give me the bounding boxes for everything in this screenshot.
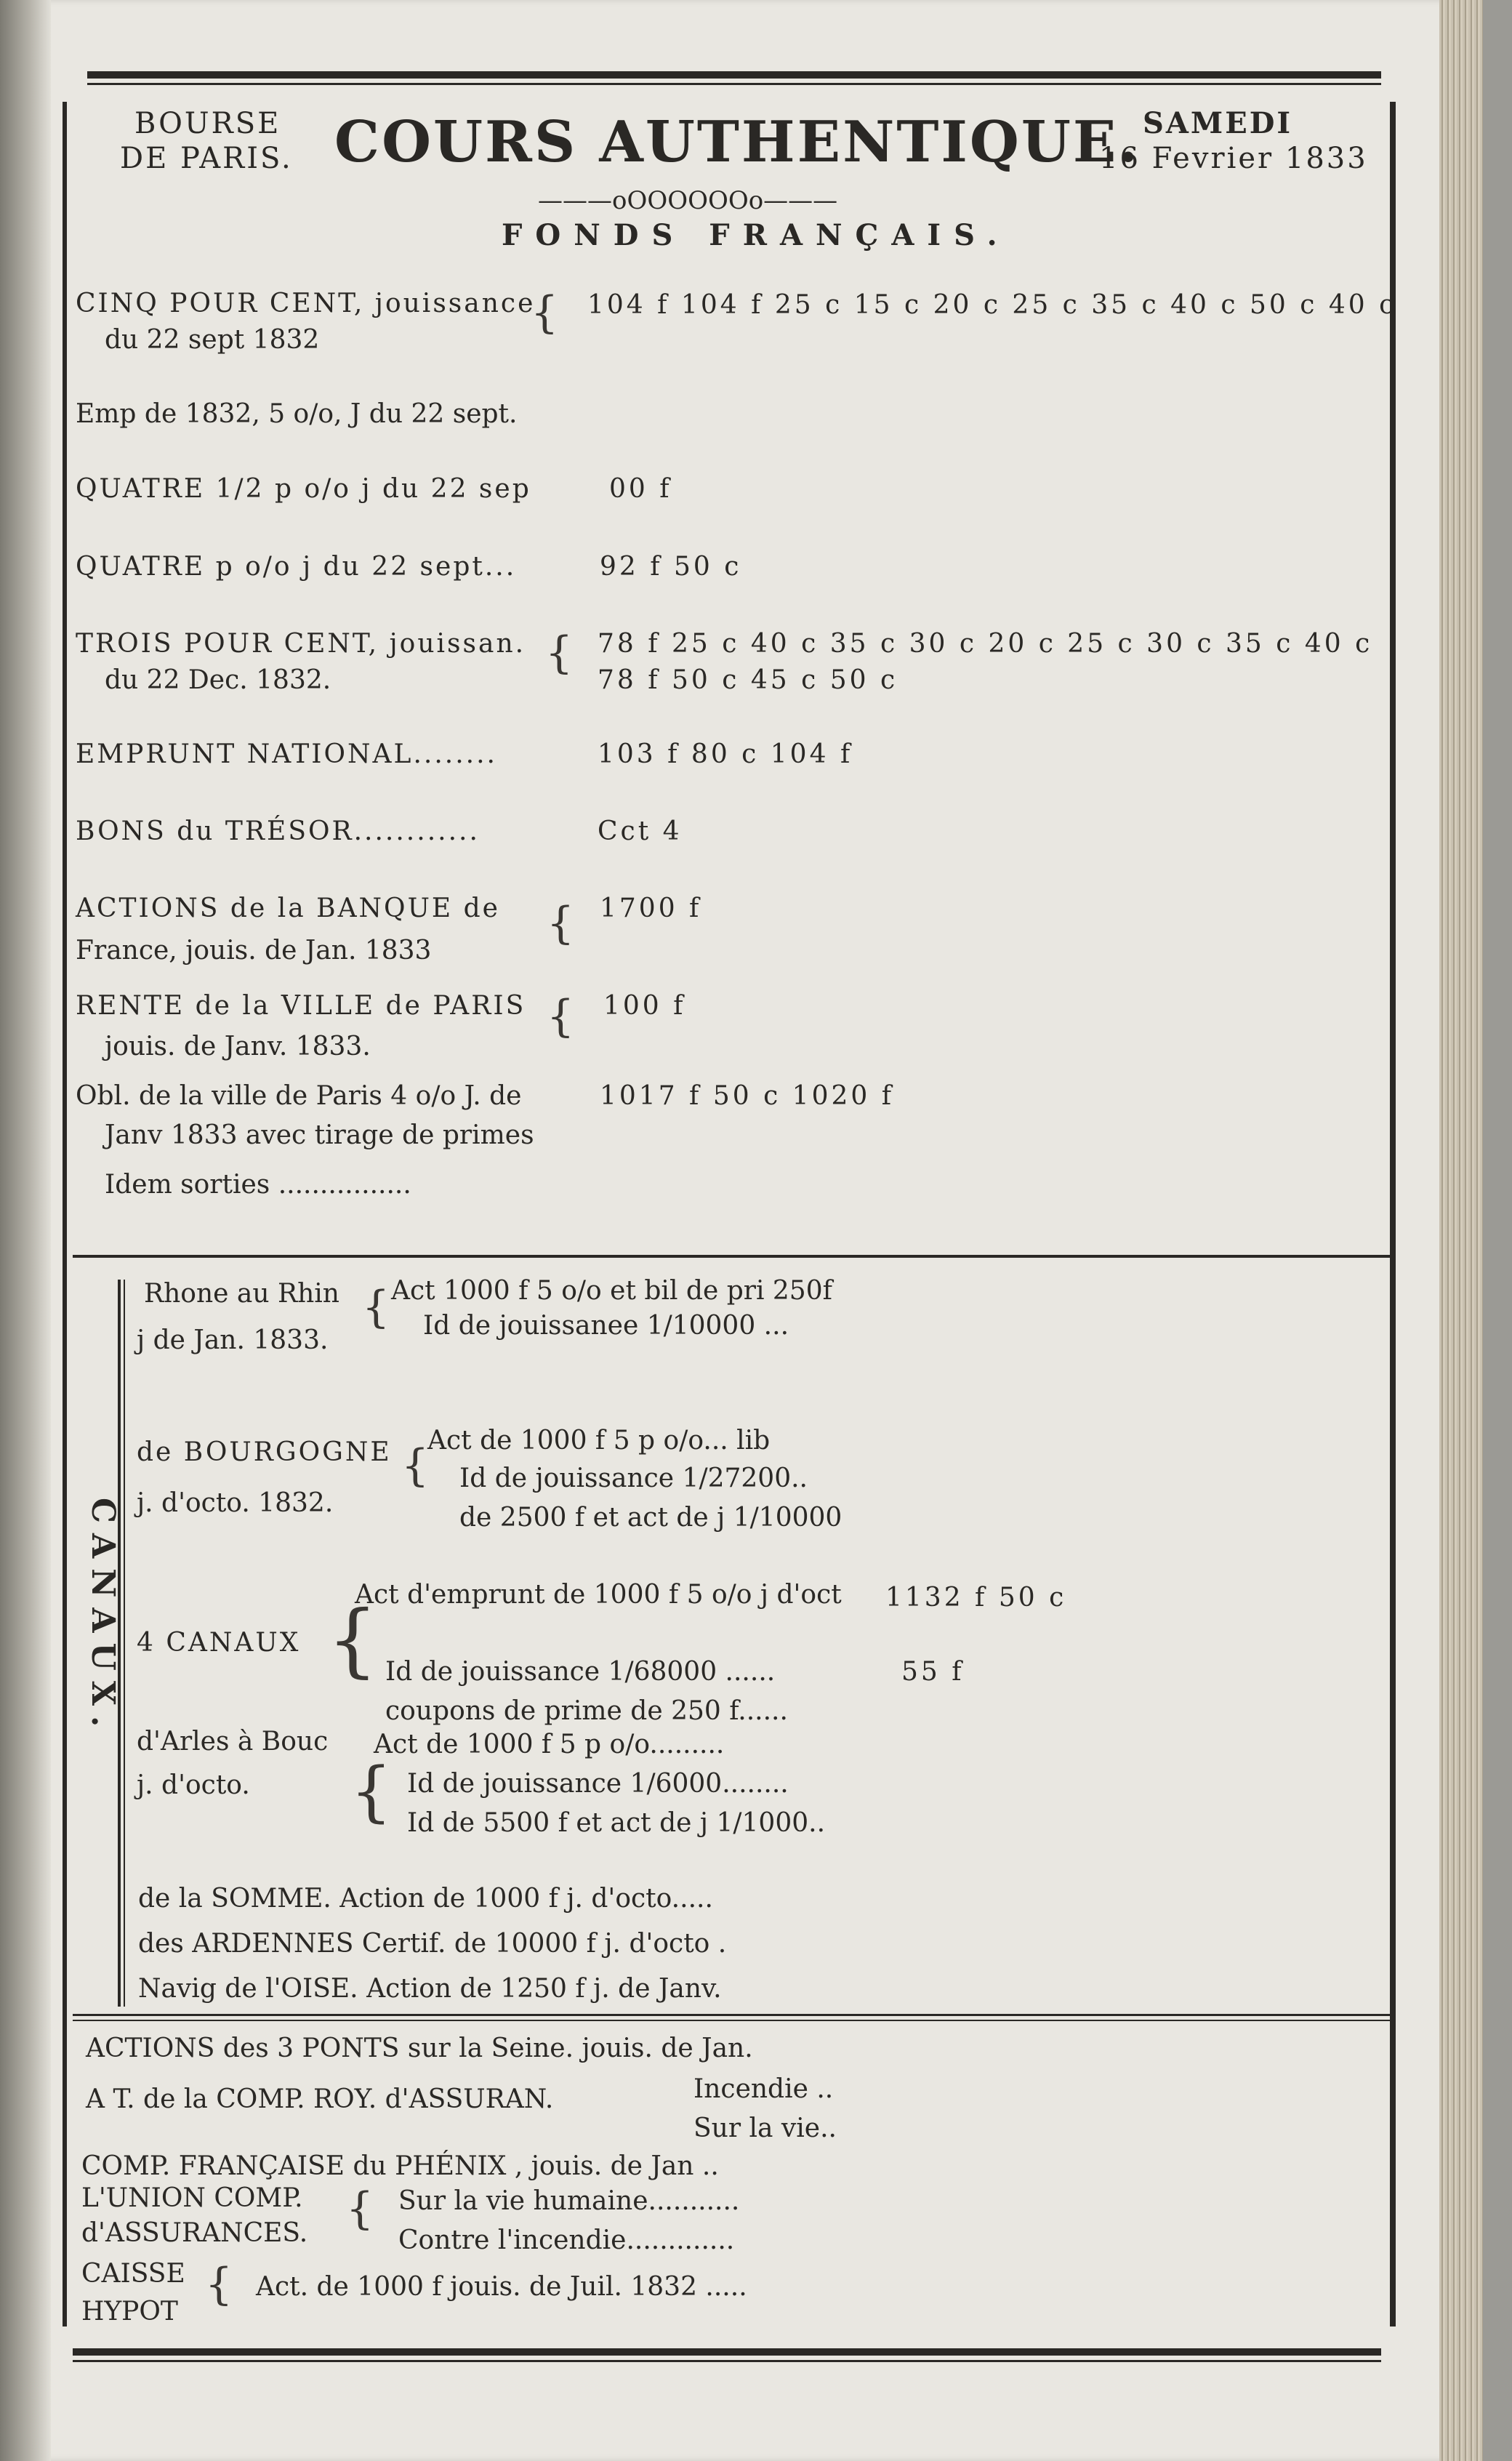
fonds-row-5-label2: du 22 Dec. 1832. [105, 665, 331, 695]
canal-bourgogne-brace: { [401, 1440, 430, 1491]
fonds-row-9-label2: jouis. de Janv. 1833. [105, 1032, 371, 1061]
canal-ardennes-row: des ARDENNES Certif. de 10000 f j. d'octo . [138, 1929, 727, 1959]
fonds-row-10-label3: Idem sorties ................ [105, 1170, 411, 1200]
fonds-row-3-label: QUATRE 1/2 p o/o j du 22 sep [76, 474, 531, 504]
actions-assur-incendie: Incendie .. [693, 2074, 834, 2104]
header-left-line2: DE PARIS. [120, 142, 293, 175]
canal-arles-row1: Act de 1000 f 5 p o/o......... [374, 1730, 725, 1759]
canal-arles-row3: Id de 5500 f et act de j 1/1000.. [407, 1808, 826, 1838]
canal-arles-label2: j. d'octo. [137, 1770, 250, 1800]
canal-quatre-brace: { [327, 1593, 378, 1686]
left-frame-rule [63, 102, 67, 2326]
header-ornament: ———oOOOOOOo——— [538, 186, 838, 215]
canal-quatre-value2: 55 f [901, 1657, 965, 1687]
fonds-row-8-values: 1700 f [600, 894, 702, 923]
fonds-row-6-label: EMPRUNT NATIONAL........ [76, 739, 497, 769]
fonds-row-9-label: RENTE de la VILLE de PARIS [76, 991, 526, 1021]
canal-rhone-row2: Id de jouissanee 1/10000 ... [423, 1311, 789, 1341]
canal-arles-row2: Id de jouissance 1/6000........ [407, 1769, 789, 1799]
actions-caisse-brace: { [205, 2259, 233, 2310]
fonds-row-5-values: 78 f 25 c 40 c 35 c 30 c 20 c 25 c 30 c 35 c 40 c [598, 629, 1373, 659]
canal-rhone-row1: Act 1000 f 5 o/o et bil de pri 250f [391, 1276, 832, 1306]
canal-quatre-row1: Act d'emprunt de 1000 f 5 o/o j d'oct [355, 1580, 842, 1610]
actions-top-rule2 [73, 2020, 1390, 2021]
bottom-double-rule [73, 2348, 1381, 2356]
top-thin-rule [87, 83, 1381, 85]
canal-bourgogne-row3: de 2500 f et act de j 1/10000 [459, 1503, 843, 1533]
fonds-row-2-label: Emp de 1832, 5 o/o, J du 22 sept. [76, 399, 518, 429]
fonds-row-8-label2: France, jouis. de Jan. 1833 [76, 936, 432, 965]
actions-caisse-row: Act. de 1000 f jouis. de Juil. 1832 ..... [256, 2272, 747, 2302]
fonds-row-3-values: 00 f [609, 474, 672, 504]
fonds-row-7-label: BONS du TRÉSOR............ [76, 816, 480, 846]
page-title: COURS AUTHENTIQUE. [334, 109, 1141, 175]
right-frame-rule [1390, 102, 1396, 2326]
actions-assur-vie: Sur la vie.. [693, 2113, 837, 2143]
canaux-side-label: CANAUX. [84, 1498, 121, 1738]
canal-quatre-row2: Id de jouissance 1/68000 ...... [385, 1657, 776, 1687]
actions-assur-row: A T. de la COMP. ROY. d'ASSURAN. [86, 2084, 554, 2114]
actions-top-rule [73, 2014, 1390, 2016]
fonds-row-1-label: CINQ POUR CENT, jouissance [76, 289, 536, 318]
canal-oise-row: Navig de l'OISE. Action de 1250 f j. de Janv. [138, 1974, 722, 2004]
book-binding [0, 0, 51, 2461]
fonds-row-9-values: 100 f [603, 991, 686, 1021]
fonds-row-5-label: TROIS POUR CENT, jouissan. [76, 629, 526, 659]
canal-quatre-row3: coupons de prime de 250 f...... [385, 1696, 788, 1726]
header-day: SAMEDI [1143, 106, 1293, 140]
fonds-row-8-brace: { [547, 898, 575, 949]
fonds-row-9-brace: { [547, 991, 575, 1042]
actions-union-row2: Contre l'incendie............. [398, 2225, 735, 2255]
header-left-line1: BOURSE [134, 107, 281, 140]
canaux-top-rule [73, 1255, 1390, 1258]
fonds-row-10-values: 1017 f 50 c 1020 f [600, 1081, 895, 1111]
header-date: 16 Fevrier 1833 [1099, 142, 1368, 175]
fonds-row-10-label: Obl. de la ville de Paris 4 o/o J. de [76, 1081, 522, 1111]
canal-bourgogne-label: de BOURGOGNE [137, 1437, 392, 1467]
fonds-row-4-values: 92 f 50 c [600, 552, 742, 582]
actions-union-label: L'UNION COMP. [81, 2183, 303, 2213]
canal-quatre-value1: 1132 f 50 c [885, 1583, 1067, 1613]
actions-caisse-label2: HYPOT [81, 2297, 178, 2326]
fonds-row-1-brace: { [531, 287, 559, 338]
canal-bourgogne-label2: j. d'octo. 1832. [137, 1488, 334, 1518]
actions-union-row1: Sur la vie humaine........... [398, 2186, 740, 2216]
section-title-fonds: FONDS FRANÇAIS. [502, 218, 1010, 252]
bottom-thin-rule [73, 2360, 1381, 2362]
actions-union-brace: { [346, 2183, 374, 2234]
canal-bourgogne-row2: Id de jouissance 1/27200.. [459, 1464, 808, 1493]
page-edges [1439, 0, 1483, 2461]
canaux-left-rule2 [124, 1280, 125, 2007]
top-double-rule [87, 71, 1381, 79]
fonds-row-5-values2: 78 f 50 c 45 c 50 c [598, 665, 898, 695]
actions-caisse-label: CAISSE [81, 2259, 185, 2289]
canal-arles-label: d'Arles à Bouc [137, 1727, 329, 1757]
canal-quatre-label: 4 CANAUX [137, 1628, 301, 1658]
canal-rhone-label: Rhone au Rhin [144, 1279, 339, 1309]
canal-bourgogne-row1: Act de 1000 f 5 p o/o... lib [427, 1426, 771, 1456]
actions-phenix-row: COMP. FRANÇAISE du PHÉNIX , jouis. de Jan .. [81, 2151, 719, 2181]
canal-arles-brace: { [350, 1754, 393, 1830]
fonds-row-1-values: 104 f 104 f 25 c 15 c 20 c 25 c 35 c 40 c 50 c 40 c [587, 290, 1397, 320]
actions-ponts-row: ACTIONS des 3 PONTS sur la Seine. jouis. de Jan. [86, 2034, 753, 2063]
canal-somme-row: de la SOMME. Action de 1000 f j. d'octo..... [138, 1884, 713, 1914]
fonds-row-6-values: 103 f 80 c 104 f [598, 739, 853, 769]
canal-rhone-brace: { [362, 1282, 390, 1333]
actions-union-label2: d'ASSURANCES. [81, 2218, 308, 2248]
fonds-row-10-label2: Janv 1833 avec tirage de primes [105, 1120, 534, 1150]
fonds-row-8-label: ACTIONS de la BANQUE de [76, 894, 500, 923]
fonds-row-7-values: Cct 4 [598, 816, 683, 846]
fonds-row-4-label: QUATRE p o/o j du 22 sept... [76, 552, 517, 582]
fonds-row-5-brace: { [545, 627, 574, 678]
fonds-row-1-label2: du 22 sept 1832 [105, 325, 320, 355]
canal-rhone-label2: j de Jan. 1833. [137, 1325, 329, 1355]
